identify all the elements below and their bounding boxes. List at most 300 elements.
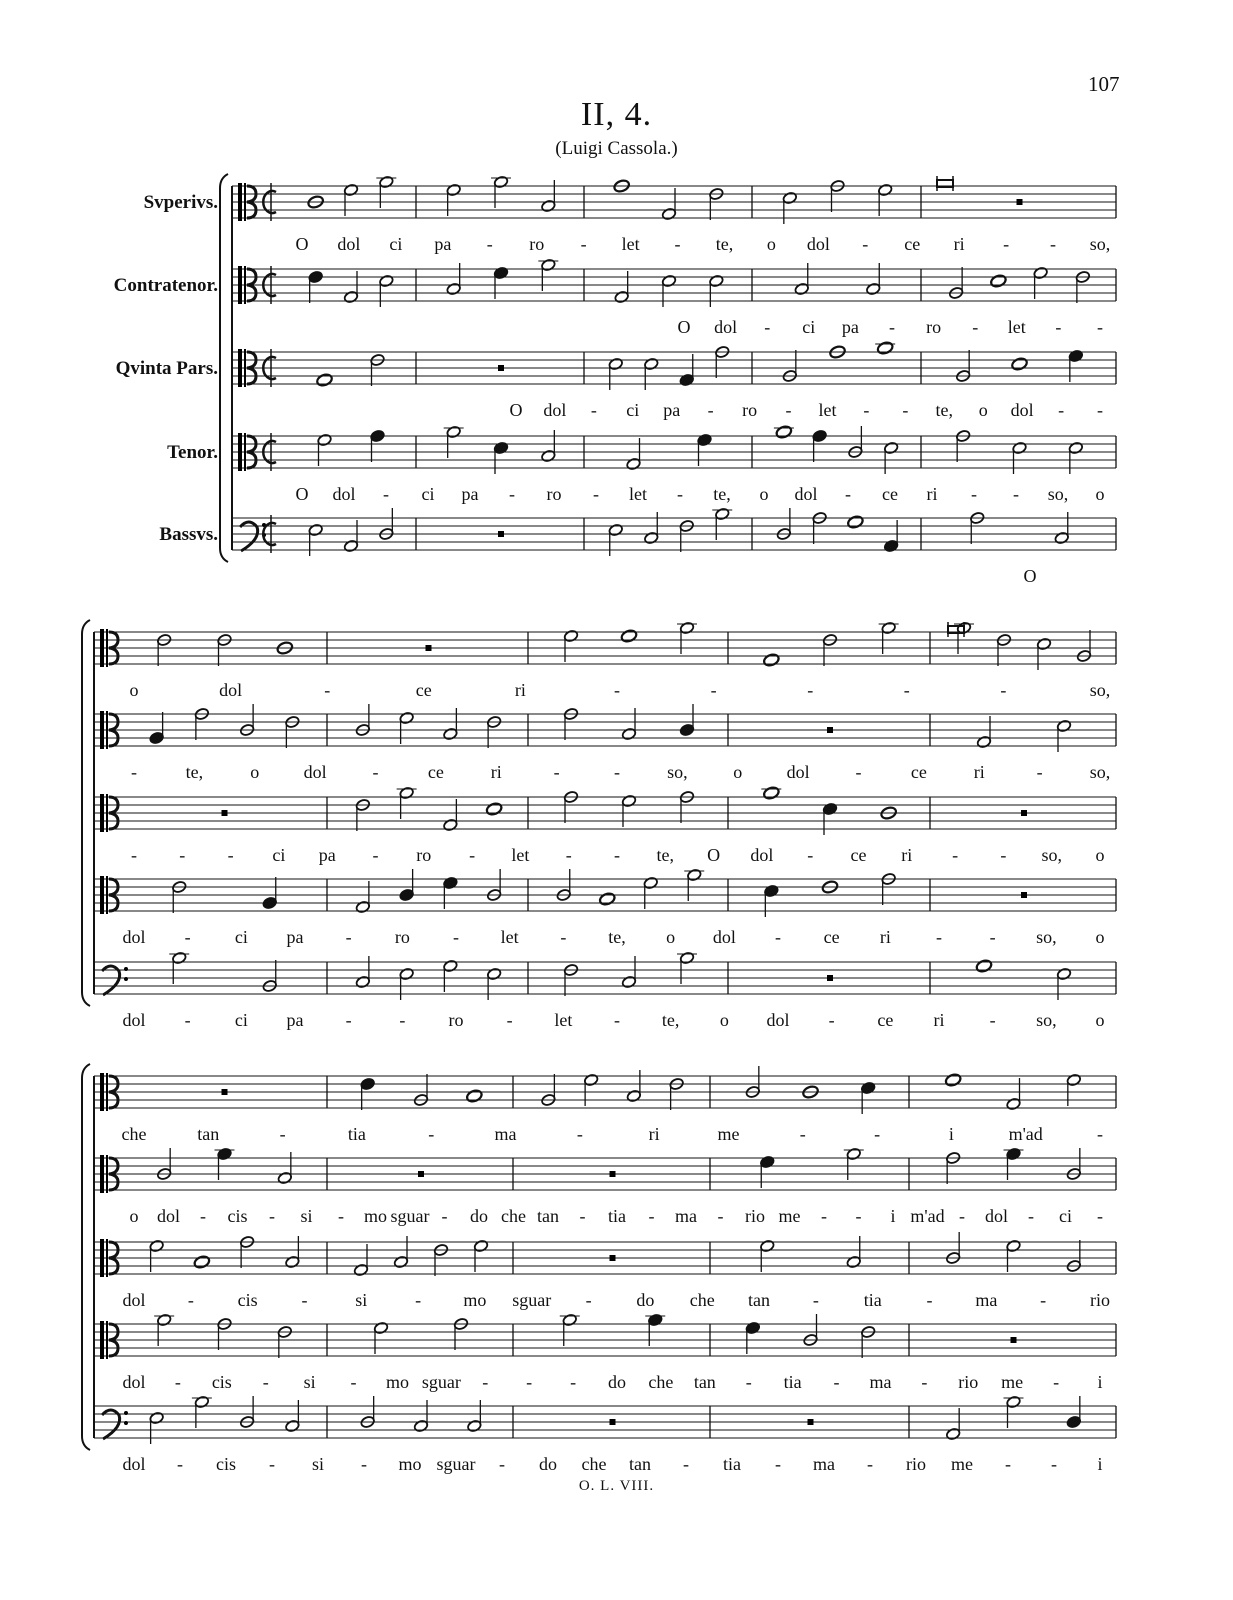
lyric-syllable: dol: [122, 1290, 146, 1310]
lyric-hyphen: -: [717, 1206, 724, 1226]
poet-credit: (Luigi Cassola.): [555, 138, 678, 159]
lyric-hyphen: -: [821, 1206, 827, 1226]
rest-icon: [808, 1419, 814, 1425]
lyric-syllable: tan: [197, 1124, 220, 1144]
lyric-syllable: ce: [415, 680, 432, 700]
lyric-syllable: pa: [318, 845, 336, 865]
rest-icon: [1021, 810, 1027, 816]
staff-3: [94, 786, 1116, 865]
lyric-syllable: pa: [434, 234, 452, 254]
lyric-syllable: ri: [901, 845, 913, 865]
system-bracket: [82, 1064, 90, 1450]
lyric-hyphen: -: [807, 845, 814, 865]
lyric-syllable: ce: [823, 927, 840, 947]
lyric-hyphen: -: [576, 1124, 583, 1144]
lyric-hyphen: -: [1050, 234, 1057, 254]
note-head: [990, 274, 1008, 289]
lyric-hyphen: -: [785, 400, 792, 420]
lyric-syllable: so,: [667, 762, 688, 782]
lyric-hyphen: -: [989, 927, 996, 947]
rest-icon: [222, 810, 228, 816]
lyric-syllable: dol: [122, 1372, 146, 1392]
system-1: [114, 174, 1116, 586]
lyric-syllable: i: [948, 1124, 954, 1144]
lyric-hyphen: -: [482, 1372, 489, 1392]
lyric-syllable: so,: [1036, 1010, 1057, 1030]
c-clef-icon: [238, 349, 242, 387]
lyric-syllable: o: [766, 234, 776, 254]
lyric-syllable: mo: [363, 1206, 388, 1226]
lyric-hyphen: -: [1097, 1124, 1103, 1144]
lyric-hyphen: -: [1013, 484, 1019, 504]
lyric-hyphen: -: [361, 1454, 367, 1474]
lyric-syllable: pa: [461, 484, 479, 504]
lyric-hyphen: -: [383, 484, 389, 504]
staff-2: [114, 258, 1116, 337]
lyric-syllable: o: [1095, 1010, 1105, 1030]
staff-3: [94, 1232, 1116, 1310]
lyric-syllable: me: [778, 1206, 801, 1226]
lyric-syllable: ri: [879, 927, 891, 947]
lyric-syllable: O: [677, 317, 691, 337]
system-bracket: [82, 620, 90, 1006]
lyric-syllable: tia: [723, 1454, 741, 1474]
staff-4: [94, 868, 1116, 947]
rest-icon: [1011, 1337, 1017, 1343]
note-head: [975, 959, 993, 974]
lyric-syllable: cis: [237, 1290, 258, 1310]
rest-icon: [418, 1171, 424, 1177]
note-head: [466, 1089, 484, 1104]
lyric-syllable: ro: [448, 1010, 464, 1030]
lyric-syllable: dol: [984, 1206, 1009, 1226]
c-clef-icon: [106, 629, 108, 667]
lyric-syllable: dol: [750, 845, 774, 865]
c-clef-icon: [100, 629, 104, 667]
lyric-syllable: tia: [608, 1206, 626, 1226]
lyric-syllable: te,: [656, 845, 675, 865]
lyric-syllable: so,: [1089, 234, 1111, 254]
lyric-hyphen: -: [971, 484, 977, 504]
note-head: [847, 515, 865, 530]
lyric-syllable: tan: [629, 1454, 651, 1474]
staff-2: [94, 704, 1116, 782]
lyric-syllable: o: [1095, 484, 1105, 504]
voice-label: Svperivs.: [143, 192, 218, 213]
lyric-hyphen: -: [509, 484, 515, 504]
lyric-hyphen: -: [585, 1290, 592, 1310]
lyric-hyphen: -: [833, 1372, 840, 1392]
lyric-hyphen: -: [707, 400, 714, 420]
c-clef-icon: [100, 794, 104, 832]
lyric-syllable: o: [759, 484, 769, 504]
lyric-hyphen: -: [184, 1010, 191, 1030]
bass-clef-dot: [124, 1421, 128, 1425]
lyric-hyphen: -: [506, 1010, 513, 1030]
lyric-syllable: ce: [427, 762, 444, 782]
lyric-hyphen: -: [279, 1124, 286, 1144]
lyric-hyphen: -: [262, 1372, 269, 1392]
lyric-hyphen: -: [177, 1454, 183, 1474]
lyric-hyphen: -: [807, 680, 814, 700]
lyric-hyphen: -: [415, 1290, 422, 1310]
lyric-syllable: so,: [1089, 762, 1111, 782]
rest-icon: [610, 1171, 616, 1177]
lyric-syllable: do: [636, 1290, 655, 1310]
lyric-syllable: rio: [1090, 1290, 1110, 1310]
piece-title: II, 4.: [580, 96, 653, 133]
lyric-syllable: ci: [626, 400, 640, 420]
lyric-hyphen: -: [372, 762, 379, 782]
lyric-syllable: ci: [802, 317, 816, 337]
rest-icon: [827, 727, 833, 733]
lyric-hyphen: -: [903, 680, 910, 700]
lyric-hyphen: -: [1005, 1454, 1011, 1474]
lyric-syllable: do: [539, 1454, 557, 1474]
lyric-hyphen: -: [345, 927, 352, 947]
lyric-syllable: tan: [748, 1290, 771, 1310]
c-clef-icon: [106, 1239, 108, 1277]
lyric-hyphen: -: [1040, 1290, 1047, 1310]
lyric-syllable: dol: [786, 762, 810, 782]
c-clef-icon: [106, 1155, 108, 1193]
lyric-syllable: te,: [713, 484, 731, 504]
lyric-hyphen: -: [179, 845, 186, 865]
lyric-hyphen: -: [1097, 1206, 1103, 1226]
lyric-syllable: dol: [543, 400, 567, 420]
lyric-hyphen: -: [338, 1206, 344, 1226]
lyric-syllable: dol: [806, 234, 830, 254]
note-head: [1011, 357, 1029, 372]
lyric-hyphen: -: [441, 1206, 448, 1226]
lyric-syllable: ro: [742, 400, 758, 420]
lyric-syllable: dol: [1010, 400, 1034, 420]
lyric-syllable: m'ad: [910, 1206, 945, 1226]
lyric-hyphen: -: [959, 1206, 965, 1226]
rest-icon: [498, 365, 504, 371]
c-clef-icon: [106, 794, 108, 832]
staff-5: [159, 507, 1116, 586]
c-clef-icon: [100, 876, 104, 914]
lyric-syllable: te,: [185, 762, 204, 782]
note-head: [876, 341, 894, 356]
lyric-syllable: so,: [1041, 845, 1062, 865]
rest-icon: [610, 1255, 616, 1261]
note-head: [193, 1255, 211, 1270]
footer-signature: O. L. VIII.: [578, 1478, 655, 1494]
lyric-hyphen: -: [1000, 680, 1007, 700]
staff-5: [94, 1395, 1116, 1474]
staff-2: [94, 1147, 1116, 1226]
lyric-hyphen: -: [301, 1290, 308, 1310]
c-clef-icon: [106, 876, 108, 914]
lyric-hyphen: -: [614, 845, 620, 865]
note-head: [485, 802, 503, 817]
lyric-syllable: ci: [234, 927, 248, 947]
note-head: [944, 1073, 962, 1088]
lyric-syllable: dol: [219, 680, 243, 700]
lyric-hyphen: -: [764, 317, 771, 337]
lyric-hyphen: -: [799, 1124, 806, 1144]
lyric-hyphen: -: [553, 762, 560, 782]
lyric-syllable: dol: [337, 234, 361, 254]
staff-1: [144, 175, 1116, 254]
lyric-syllable: pa: [841, 317, 859, 337]
lyric-syllable: let: [511, 845, 530, 865]
voice-label: Qvinta Pars.: [115, 358, 218, 379]
lyric-syllable: i: [1097, 1372, 1103, 1392]
lyric-syllable: O: [509, 400, 523, 420]
staff-4: [94, 1313, 1116, 1392]
lyric-syllable: me: [951, 1454, 973, 1474]
lyric-hyphen: -: [269, 1454, 275, 1474]
lyric-hyphen: -: [570, 1372, 577, 1392]
lyric-syllable: che: [648, 1372, 674, 1392]
page-number: 107: [1088, 72, 1120, 96]
lyric-syllable: ro: [394, 927, 410, 947]
lyric-syllable: dol: [122, 927, 146, 947]
lyric-hyphen: -: [889, 317, 895, 337]
lyric-syllable: o: [250, 762, 260, 782]
lyric-syllable: do: [608, 1372, 626, 1392]
lyric-syllable: dol: [714, 317, 738, 337]
c-clef-icon: [106, 1321, 108, 1359]
lyric-hyphen: -: [1055, 317, 1062, 337]
lyric-hyphen: -: [579, 1206, 586, 1226]
lyric-syllable: ci: [421, 484, 435, 504]
lyric-syllable: che: [501, 1206, 526, 1226]
lyric-hyphen: -: [863, 400, 870, 420]
lyric-syllable: o: [666, 927, 676, 947]
note-head: [316, 373, 334, 388]
lyric-hyphen: -: [580, 234, 587, 254]
c-clef-icon: [244, 433, 246, 471]
lyric-syllable: so,: [1047, 484, 1069, 504]
lyric-syllable: O: [707, 845, 721, 865]
c-clef-icon: [100, 1239, 104, 1277]
lyric-hyphen: -: [1097, 400, 1103, 420]
lyric-syllable: let: [629, 484, 647, 504]
lyric-syllable: ro: [529, 234, 545, 254]
note-head: [620, 629, 638, 644]
lyric-syllable: o: [733, 762, 743, 782]
lyric-syllable: let: [621, 234, 640, 254]
lyric-syllable: let: [818, 400, 837, 420]
lyric-syllable: mo: [398, 1454, 422, 1474]
lyric-syllable: te,: [661, 1010, 680, 1030]
lyric-hyphen: -: [565, 845, 572, 865]
lyric-hyphen: -: [200, 1206, 206, 1226]
lyric-syllable: sguar: [512, 1290, 552, 1310]
lyric-syllable: che: [581, 1454, 607, 1474]
lyric-hyphen: -: [345, 1010, 352, 1030]
lyric-hyphen: -: [184, 927, 191, 947]
c-clef-icon: [238, 183, 242, 221]
lyric-syllable: o: [1095, 927, 1105, 947]
lyric-hyphen: -: [1058, 400, 1065, 420]
lyric-syllable: o: [1095, 845, 1105, 865]
c-clef-icon: [100, 1073, 104, 1111]
system-3: [82, 1064, 1116, 1474]
lyric-syllable: so,: [1036, 927, 1057, 947]
lyric-hyphen: -: [674, 234, 681, 254]
lyric-hyphen: -: [227, 845, 234, 865]
lyric-hyphen: -: [399, 1010, 406, 1030]
lyric-syllable: cis: [227, 1206, 248, 1226]
lyric-syllable: si: [355, 1290, 368, 1310]
lyric-hyphen: -: [1053, 1372, 1060, 1392]
lyric-hyphen: -: [131, 762, 137, 782]
lyric-syllable: pa: [286, 1010, 304, 1030]
lyric-hyphen: -: [560, 927, 567, 947]
lyric-hyphen: -: [614, 762, 620, 782]
lyric-hyphen: -: [745, 1372, 752, 1392]
lyric-syllable: dol: [122, 1454, 146, 1474]
lyric-syllable: si: [311, 1454, 325, 1474]
lyric-hyphen: -: [874, 1124, 881, 1144]
lyric-syllable: pa: [663, 400, 681, 420]
lyric-hyphen: -: [1028, 1206, 1034, 1226]
lyric-syllable: let: [500, 927, 519, 947]
lyric-syllable: te,: [608, 927, 626, 947]
lyric-syllable: me: [717, 1124, 740, 1144]
lyric-syllable: ma: [975, 1290, 998, 1310]
lyric-hyphen: -: [1003, 234, 1010, 254]
lyric-syllable: te,: [715, 234, 734, 254]
lyric-syllable: o: [719, 1010, 729, 1030]
lyric-hyphen: -: [862, 234, 869, 254]
bass-clef-dot: [124, 1411, 128, 1415]
rest-icon: [610, 1419, 616, 1425]
lyric-hyphen: -: [372, 845, 379, 865]
rest-icon: [827, 975, 833, 981]
lyric-hyphen: -: [1051, 1454, 1057, 1474]
lyric-syllable: ce: [904, 234, 921, 254]
lyric-hyphen: -: [486, 234, 493, 254]
lyric-syllable: ma: [813, 1454, 835, 1474]
lyric-syllable: ma: [869, 1372, 892, 1392]
c-clef-icon: [100, 1155, 104, 1193]
lyric-syllable: sguar: [390, 1206, 430, 1226]
lyric-syllable: ma: [675, 1206, 697, 1226]
lyric-syllable: che: [689, 1290, 715, 1310]
lyric-hyphen: -: [845, 484, 851, 504]
lyric-hyphen: -: [921, 1372, 928, 1392]
lyric-syllable: let: [1007, 317, 1026, 337]
lyric-hyphen: -: [526, 1372, 533, 1392]
lyric-syllable: cis: [216, 1454, 236, 1474]
lyric-syllable: ri: [973, 762, 985, 782]
lyric-syllable: ri: [953, 234, 965, 254]
lyric-syllable: si: [303, 1372, 316, 1392]
lyric-syllable: rio: [745, 1206, 765, 1226]
lyric-syllable: dol: [766, 1010, 790, 1030]
c-clef-icon: [244, 183, 246, 221]
lyric-syllable: O: [1023, 566, 1037, 586]
staff-3: [116, 341, 1116, 420]
lyric-syllable: ce: [877, 1010, 894, 1030]
lyric-hyphen: -: [590, 400, 597, 420]
lyric-syllable: tia: [347, 1124, 366, 1144]
rest-icon: [498, 531, 504, 537]
lyric-syllable: o: [129, 1206, 139, 1226]
lyric-syllable: dol: [712, 927, 736, 947]
lyric-syllable: mo: [463, 1290, 487, 1310]
lyric-hyphen: -: [952, 845, 959, 865]
lyric-syllable: sguar: [421, 1372, 461, 1392]
lyric-hyphen: -: [867, 1454, 873, 1474]
c-clef-icon: [106, 711, 108, 749]
c-clef-icon: [244, 349, 246, 387]
c-clef-icon: [238, 433, 242, 471]
bass-clef-dot: [124, 967, 128, 971]
bass-clef-dot: [124, 977, 128, 981]
lyric-syllable: i: [1097, 1454, 1103, 1474]
lyric-syllable: O: [295, 484, 309, 504]
lyric-syllable: ci: [234, 1010, 248, 1030]
lyric-hyphen: -: [131, 845, 137, 865]
lyric-syllable: m'ad: [1008, 1124, 1043, 1144]
staff-4: [167, 425, 1116, 504]
lyric-syllable: ma: [494, 1124, 517, 1144]
voice-label: Bassvs.: [159, 524, 218, 545]
lyric-syllable: ce: [910, 762, 927, 782]
lyric-hyphen: -: [710, 680, 717, 700]
lyric-hyphen: -: [775, 927, 781, 947]
lyric-hyphen: -: [453, 927, 459, 947]
rest-icon: [222, 1089, 228, 1095]
lyric-syllable: si: [300, 1206, 313, 1226]
lyric-hyphen: -: [812, 1290, 819, 1310]
lyric-hyphen: -: [593, 484, 599, 504]
lyric-syllable: dol: [303, 762, 327, 782]
lyric-syllable: dol: [122, 1010, 146, 1030]
lyric-hyphen: -: [1000, 845, 1007, 865]
lyric-hyphen: -: [614, 1010, 620, 1030]
lyric-syllable: O: [295, 234, 309, 254]
lyric-syllable: cis: [211, 1372, 232, 1392]
note-head: [775, 425, 793, 440]
lyric-hyphen: -: [469, 845, 476, 865]
rest-icon: [1021, 892, 1027, 898]
lyric-syllable: let: [554, 1010, 573, 1030]
lyric-hyphen: -: [775, 1454, 781, 1474]
c-clef-icon: [100, 711, 104, 749]
note-head: [763, 786, 781, 801]
lyric-syllable: ce: [882, 484, 898, 504]
note-head: [763, 653, 781, 668]
lyric-syllable: dol: [794, 484, 818, 504]
lyric-hyphen: -: [614, 680, 620, 700]
lyric-hyphen: -: [855, 762, 862, 782]
voice-label: Contratenor.: [113, 275, 218, 296]
system-bracket: [220, 174, 228, 562]
lyric-syllable: me: [1001, 1372, 1024, 1392]
lyric-hyphen: -: [936, 927, 942, 947]
staff-1: [94, 1066, 1116, 1144]
lyric-hyphen: -: [1097, 317, 1103, 337]
lyric-syllable: rio: [958, 1372, 979, 1392]
lyric-hyphen: -: [174, 1372, 181, 1392]
lyric-hyphen: -: [499, 1454, 505, 1474]
system-2: [82, 620, 1116, 1030]
lyric-syllable: ro: [416, 845, 432, 865]
lyric-syllable: i: [890, 1206, 896, 1226]
lyric-syllable: o: [978, 400, 988, 420]
lyric-hyphen: -: [902, 400, 909, 420]
rest-icon: [426, 645, 432, 651]
lyric-syllable: so,: [1089, 680, 1111, 700]
